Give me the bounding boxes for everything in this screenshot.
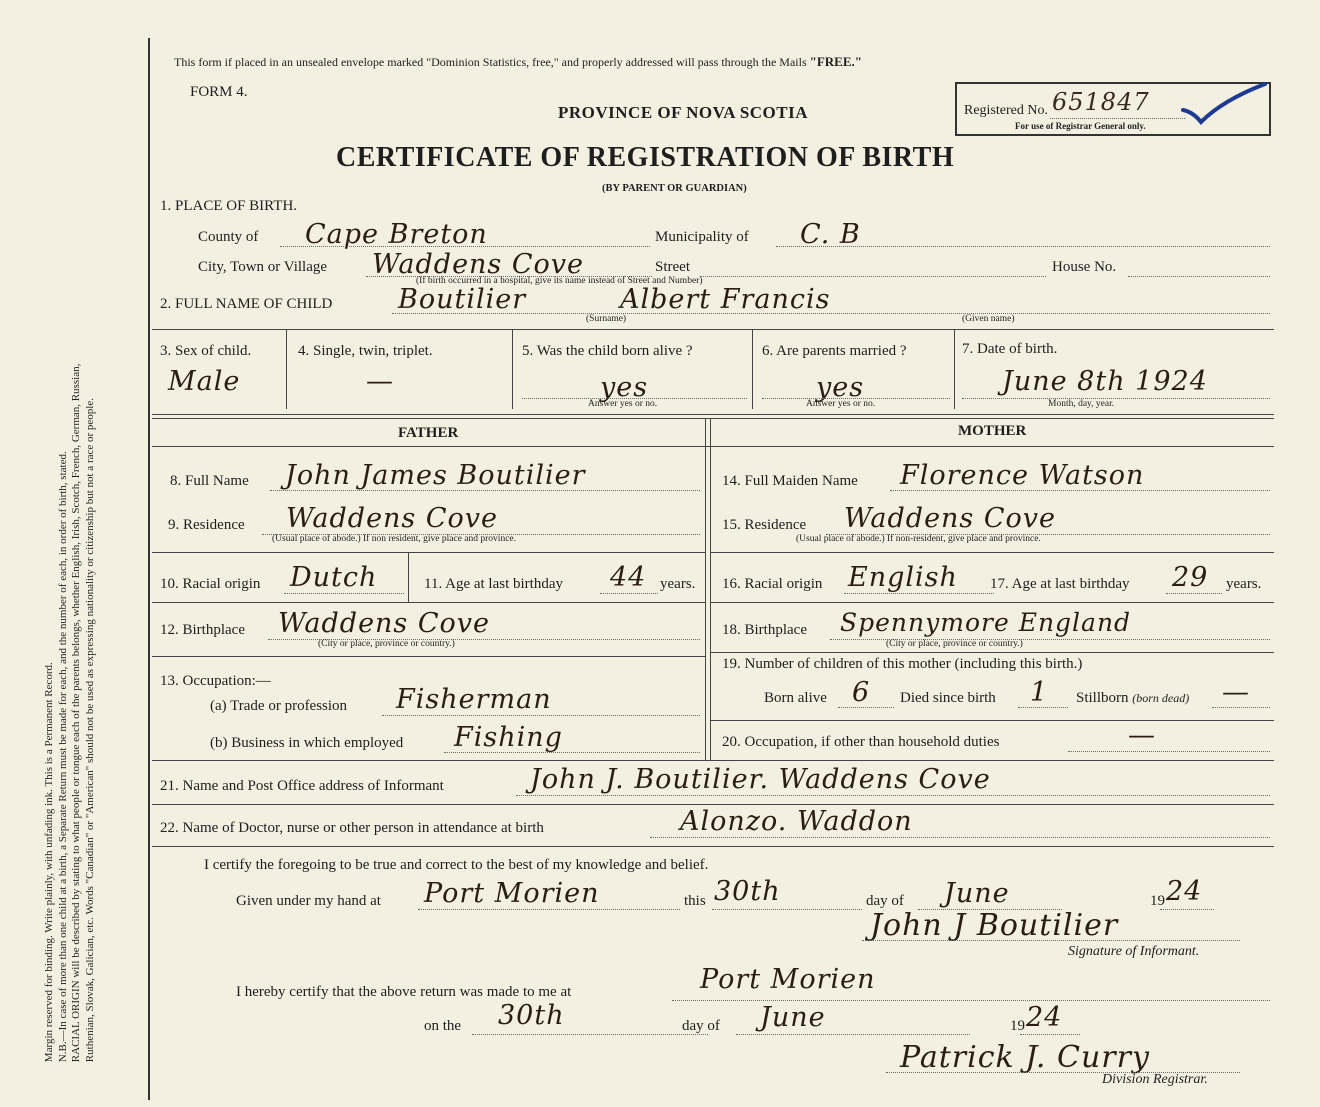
given-caption: (Given name) — [962, 314, 1015, 324]
married-label: 6. Are parents married ? — [762, 343, 907, 359]
registrar-caption: Division Registrar. — [1102, 1072, 1208, 1087]
mother-residence-caption: (Usual place of abode.) If non-resident, give place and province. — [796, 534, 1041, 544]
child-name-label: 2. FULL NAME OF CHILD — [160, 296, 333, 312]
given-month: June — [944, 878, 1010, 909]
certificate-title: CERTIFICATE OF REGISTRATION OF BIRTH — [336, 142, 955, 173]
mail-note: This form if placed in an unsealed envelope marked "Dominion Statistics, free," and properly addressed will pass through the Mails "FREE." — [174, 54, 862, 69]
this-label: this — [684, 893, 706, 909]
given-year-prefix: 19 — [1150, 893, 1165, 909]
house-label: House No. — [1052, 259, 1117, 275]
mother-name-label: 14. Full Maiden Name — [722, 473, 858, 489]
mother-children-label: 19. Number of children of this mother (including this birth.) — [722, 656, 1083, 672]
mother-age: 29 — [1172, 562, 1209, 593]
business-value: Fishing — [454, 722, 563, 753]
married-value: yes — [816, 372, 865, 403]
doctor-label: 22. Name of Doctor, nurse or other person in attendance at birth — [160, 820, 544, 836]
multiplicity-value: — — [366, 366, 394, 397]
registrar-year-prefix: 19 — [1010, 1018, 1025, 1034]
margin-note-2: N.B.—In case of more than one child at a birth, a Separate Return must be made for each, and the number of each, in order of birth, stated. — [56, 451, 69, 1063]
registered-label: Registered No. — [964, 103, 1048, 118]
business-label: (b) Business in which employed — [210, 735, 404, 751]
father-residence-caption: (Usual place of abode.) If non resident, give place and province. — [272, 534, 516, 544]
registrar-note: For use of Registrar General only. — [1015, 121, 1146, 131]
mother-residence-label: 15. Residence — [722, 517, 807, 533]
form-number: FORM 4. — [190, 84, 248, 100]
registrar-year: 24 — [1026, 1002, 1063, 1033]
born-alive-label: Born alive — [764, 690, 827, 706]
mother-name: Florence Watson — [900, 460, 1145, 491]
mother-birthplace-caption: (City or place, province or country.) — [886, 639, 1023, 649]
given-day: 30th — [714, 876, 781, 907]
mother-years: years. — [1226, 576, 1262, 592]
dob-label: 7. Date of birth. — [962, 341, 1058, 357]
dob-value: June 8th 1924 — [1002, 366, 1208, 397]
father-birthplace: Waddens Cove — [278, 608, 491, 639]
multiplicity-label: 4. Single, twin, triplet. — [298, 343, 433, 359]
child-surname: Boutilier — [398, 284, 527, 315]
stillborn-label: Stillborn (born dead) — [1076, 690, 1190, 706]
father-name: John James Boutilier — [285, 460, 586, 491]
father-name-label: 8. Full Name — [170, 473, 249, 489]
mother-residence: Waddens Cove — [844, 503, 1057, 534]
dob-caption: Month, day, year. — [1048, 399, 1115, 409]
margin-note-4: Ruthenian, Slovak, Galician, etc. Words "Canadian" or "American" should not be used as expressing nationality or citizenship but not a race or people. — [83, 398, 96, 1063]
day-of-label: day of — [866, 893, 904, 909]
hospital-note: (If birth occurred in a hospital, give its name instead of Street and Number) — [416, 276, 703, 286]
margin-rule — [148, 38, 150, 1100]
given-label: Given under my hand at — [236, 893, 381, 909]
father-racial-label: 10. Racial origin — [160, 576, 261, 592]
father-residence-label: 9. Residence — [168, 517, 245, 533]
registrar-month: June — [760, 1002, 826, 1033]
registrar-day: 30th — [498, 1000, 565, 1031]
registrar-signature: Patrick J. Curry — [900, 1040, 1150, 1075]
informant-value: John J. Boutilier. Waddens Cove — [530, 764, 991, 795]
registered-number: 651847 — [1052, 88, 1150, 116]
mother-racial: English — [848, 562, 958, 593]
registrar-statement: I hereby certify that the above return was made to me at — [236, 984, 572, 1000]
died-value: 1 — [1030, 677, 1049, 708]
municipality-value: C. B — [800, 219, 861, 250]
mother-birthplace-label: 18. Birthplace — [722, 622, 807, 638]
given-year: 24 — [1166, 876, 1203, 907]
alive-label: 5. Was the child born alive ? — [522, 343, 693, 359]
doctor-value: Alonzo. Waddon — [680, 806, 913, 837]
mother-occupation-label: 20. Occupation, if other than household duties — [722, 734, 1000, 750]
street-label: Street — [655, 259, 690, 275]
municipality-label: Municipality of — [655, 229, 749, 245]
father-heading: FATHER — [398, 425, 459, 441]
province-heading: PROVINCE OF NOVA SCOTIA — [558, 103, 809, 122]
sex-label: 3. Sex of child. — [160, 343, 252, 359]
county-value: Cape Breton — [305, 219, 488, 250]
county-label: County of — [198, 229, 259, 245]
informant-signature-caption: Signature of Informant. — [1068, 944, 1200, 959]
alive-caption: Answer yes or no. — [588, 399, 658, 409]
father-age-label: 11. Age at last birthday — [424, 576, 563, 592]
given-place: Port Morien — [424, 878, 600, 909]
mother-birthplace: Spennymore England — [840, 608, 1132, 637]
certification-statement: I certify the foregoing to be true and correct to the best of my knowledge and belief. — [204, 857, 709, 873]
father-racial: Dutch — [290, 562, 378, 593]
margin-notes — [43, 52, 97, 1062]
born-alive-value: 6 — [852, 677, 871, 708]
stillborn-value: — — [1222, 677, 1250, 708]
father-birthplace-label: 12. Birthplace — [160, 622, 245, 638]
registrar-place: Port Morien — [700, 964, 876, 995]
registrar-day-of-label: day of — [682, 1018, 720, 1034]
mother-occupation: — — [1128, 720, 1156, 751]
father-birthplace-caption: (City or place, province or country.) — [318, 639, 455, 649]
trade-label: (a) Trade or profession — [210, 698, 348, 714]
child-given-name: Albert Francis — [620, 284, 831, 315]
informant-label: 21. Name and Post Office address of Informant — [160, 778, 444, 794]
informant-signature: John J Boutilier — [870, 908, 1119, 943]
certificate-subtitle: (BY PARENT OR GUARDIAN) — [602, 183, 747, 194]
checkmark-icon — [1175, 80, 1270, 135]
died-label: Died since birth — [900, 690, 996, 706]
margin-note-3: RACIAL ORIGIN will be described by stating to what people or tongue each of the parents belongs, whether English, Irish, Scotch, French, German, Russian, — [70, 363, 82, 1063]
father-age: 44 — [610, 562, 647, 593]
trade-value: Fisherman — [396, 684, 552, 715]
city-label: City, Town or Village — [198, 259, 328, 275]
mother-heading: MOTHER — [958, 423, 1027, 439]
father-residence: Waddens Cove — [286, 503, 499, 534]
on-label: on the — [424, 1018, 462, 1034]
place-section-label: 1. PLACE OF BIRTH. — [160, 198, 298, 214]
city-value: Waddens Cove — [372, 249, 585, 280]
mother-age-label: 17. Age at last birthday — [990, 576, 1130, 592]
mother-racial-label: 16. Racial origin — [722, 576, 823, 592]
surname-caption: (Surname) — [586, 314, 627, 324]
sex-value: Male — [168, 366, 241, 397]
married-caption: Answer yes or no. — [806, 399, 876, 409]
father-years: years. — [660, 576, 696, 592]
alive-value: yes — [600, 372, 649, 403]
margin-note-1: Margin reserved for binding. Write plainly, with unfading ink. This is a Permanent Record. — [42, 662, 55, 1063]
father-occupation-label: 13. Occupation:— — [160, 673, 271, 689]
